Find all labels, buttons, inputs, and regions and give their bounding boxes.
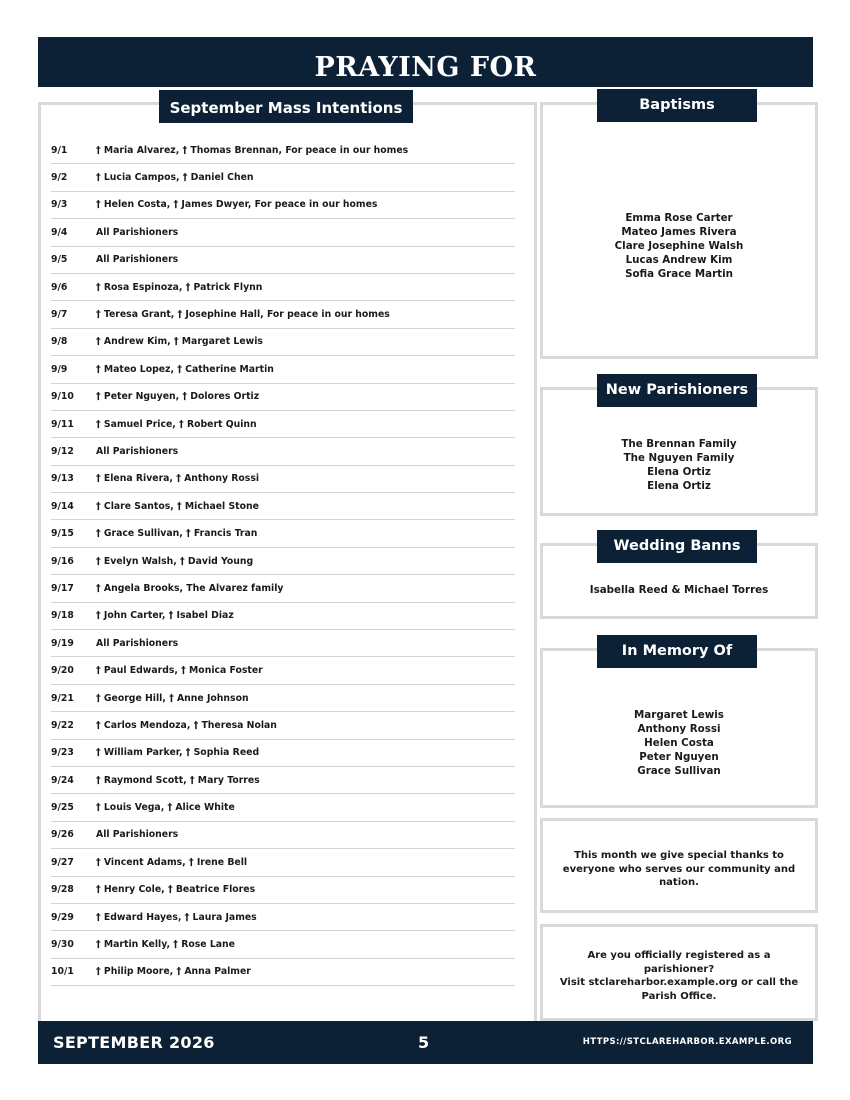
mass-date: 9/11 — [51, 418, 74, 430]
memorial-name: Peter Nguyen — [639, 751, 719, 763]
mass-date: 9/8 — [51, 336, 68, 348]
new-parishioners-list — [543, 437, 815, 493]
mass-intention-row — [51, 657, 515, 684]
new-parishioner-name: Elena Ortiz — [647, 480, 711, 492]
mass-date: 9/27 — [51, 856, 74, 868]
mass-date: 9/15 — [51, 528, 74, 540]
mass-intention-row — [51, 493, 515, 520]
in-memory-title: In Memory Of — [597, 635, 757, 668]
mass-intention: All Parishioners — [96, 829, 179, 841]
baptism-name: Sofia Grace Martin — [625, 268, 733, 280]
mass-date: 9/24 — [51, 774, 74, 786]
mass-intention-row — [51, 740, 515, 767]
mass-intention: † Martin Kelly, † Rose Lane — [96, 939, 235, 951]
mass-date: 9/12 — [51, 445, 74, 457]
header-banner — [38, 37, 813, 87]
wedding-banns-list — [543, 583, 815, 597]
baptism-name: Emma Rose Carter — [625, 212, 733, 224]
mass-intention-row — [51, 247, 515, 274]
mass-intention-row — [51, 384, 515, 411]
new-parishioners-title: New Parishioners — [597, 374, 757, 407]
mass-intentions-list — [51, 137, 515, 986]
mass-intention-row — [51, 164, 515, 191]
mass-intention: † George Hill, † Anne Johnson — [96, 692, 249, 704]
new-parishioner-name: The Nguyen Family — [623, 452, 735, 464]
mass-intention: † Mateo Lopez, † Catherine Martin — [96, 363, 274, 375]
baptisms-title: Baptisms — [597, 89, 757, 122]
mass-date: 9/10 — [51, 391, 74, 403]
baptism-name: Mateo James Rivera — [621, 226, 737, 238]
mass-intention: † Edward Hayes, † Laura James — [96, 911, 257, 923]
registration-instructions: Visit stclareharbor.example.org or call the Parish Office. — [559, 977, 799, 1002]
mass-intention: † Lucia Campos, † Daniel Chen — [96, 172, 254, 184]
page-number: 5 — [418, 1033, 430, 1052]
mass-intention: † John Carter, † Isabel Diaz — [96, 610, 234, 622]
mass-intention-row — [51, 822, 515, 849]
mass-date: 9/2 — [51, 172, 68, 184]
wedding-banns-title: Wedding Banns — [597, 530, 757, 563]
page-title: PRAYING FOR — [314, 52, 537, 83]
mass-date: 9/28 — [51, 884, 74, 896]
thanks-note-panel — [540, 818, 818, 913]
baptisms-panel — [540, 102, 818, 359]
mass-intention-row — [51, 274, 515, 301]
mass-intention-row — [51, 219, 515, 246]
mass-intention: † Raymond Scott, † Mary Torres — [96, 774, 260, 786]
thanks-note-text: This month we give special thanks to everyone who serves our community and nation. — [562, 850, 796, 888]
mass-intention-row — [51, 192, 515, 219]
mass-intention-row — [51, 767, 515, 794]
mass-intention: † Carlos Mendoza, † Theresa Nolan — [96, 719, 277, 731]
mass-intention-row — [51, 520, 515, 547]
mass-intention-row — [51, 959, 515, 986]
mass-intention-row — [51, 904, 515, 931]
wedding-couple: Isabella Reed & Michael Torres — [589, 584, 769, 596]
mass-intention: † Peter Nguyen, † Dolores Ortiz — [96, 391, 260, 403]
memorial-name: Margaret Lewis — [634, 709, 724, 721]
mass-intention-row — [51, 794, 515, 821]
mass-date: 9/4 — [51, 226, 68, 238]
memorial-name: Helen Costa — [644, 737, 714, 749]
mass-date: 10/1 — [51, 966, 74, 978]
mass-intention-row — [51, 575, 515, 602]
mass-date: 9/30 — [51, 939, 74, 951]
mass-date: 9/29 — [51, 911, 74, 923]
mass-date: 9/19 — [51, 637, 74, 649]
mass-intention: All Parishioners — [96, 637, 179, 649]
registration-note — [557, 949, 801, 1003]
mass-date: 9/7 — [51, 309, 68, 321]
new-parishioner-name: Elena Ortiz — [647, 466, 711, 478]
baptisms-list — [543, 211, 815, 281]
mass-intention: † Vincent Adams, † Irene Bell — [96, 856, 248, 868]
mass-date: 9/5 — [51, 254, 68, 266]
registration-question: Are you officially registered as a parishioner? — [587, 950, 771, 975]
memorial-name: Grace Sullivan — [637, 765, 721, 777]
mass-intention-row — [51, 137, 515, 164]
website-link[interactable]: HTTPS://STCLAREHARBOR.EXAMPLE.ORG — [582, 1037, 792, 1047]
footer-month: SEPTEMBER 2026 — [53, 1033, 215, 1052]
mass-intention: † Grace Sullivan, † Francis Tran — [96, 528, 258, 540]
mass-intention: All Parishioners — [96, 445, 179, 457]
in-memory-panel — [540, 648, 818, 808]
mass-intention-row — [51, 849, 515, 876]
mass-intention-row — [51, 411, 515, 438]
mass-intentions-title: September Mass Intentions — [159, 90, 413, 123]
mass-intention: All Parishioners — [96, 254, 179, 266]
mass-intention: † Helen Costa, † James Dwyer, For peace in our homes — [96, 199, 378, 211]
mass-date: 9/13 — [51, 473, 74, 485]
mass-date: 9/20 — [51, 665, 74, 677]
mass-date: 9/17 — [51, 582, 74, 594]
mass-date: 9/26 — [51, 829, 74, 841]
mass-intention: † Evelyn Walsh, † David Young — [96, 555, 254, 567]
new-parishioner-name: The Brennan Family — [621, 438, 737, 450]
mass-intention: † Samuel Price, † Robert Quinn — [96, 418, 257, 430]
footer-bar — [38, 1021, 813, 1064]
baptism-name: Clare Josephine Walsh — [614, 240, 744, 252]
mass-intention: † Teresa Grant, † Josephine Hall, For peace in our homes — [96, 309, 390, 321]
mass-intention-row — [51, 630, 515, 657]
mass-intention-row — [51, 685, 515, 712]
mass-date: 9/16 — [51, 555, 74, 567]
mass-date: 9/25 — [51, 802, 74, 814]
mass-date: 9/18 — [51, 610, 74, 622]
mass-intention-row — [51, 329, 515, 356]
baptism-name: Lucas Andrew Kim — [625, 254, 733, 266]
mass-intention-row — [51, 877, 515, 904]
mass-date: 9/9 — [51, 363, 68, 375]
mass-intention-row — [51, 712, 515, 739]
mass-intention: † Paul Edwards, † Monica Foster — [96, 665, 263, 677]
mass-date: 9/3 — [51, 199, 68, 211]
mass-intention: † Philip Moore, † Anna Palmer — [96, 966, 251, 978]
mass-date: 9/22 — [51, 719, 74, 731]
mass-intention-row — [51, 356, 515, 383]
mass-intention: † Clare Santos, † Michael Stone — [96, 500, 259, 512]
mass-intention-row — [51, 438, 515, 465]
registration-note-panel — [540, 924, 818, 1021]
mass-intention-row — [51, 603, 515, 630]
mass-intention-row — [51, 466, 515, 493]
mass-intention: † Andrew Kim, † Margaret Lewis — [96, 336, 263, 348]
mass-intention: † Henry Cole, † Beatrice Flores — [96, 884, 256, 896]
mass-date: 9/23 — [51, 747, 74, 759]
mass-intention-row — [51, 301, 515, 328]
mass-intention: † Louis Vega, † Alice White — [96, 802, 235, 814]
mass-intention: † William Parker, † Sophia Reed — [96, 747, 260, 759]
mass-date: 9/14 — [51, 500, 74, 512]
in-memory-list — [543, 708, 815, 778]
mass-intention: † Elena Rivera, † Anthony Rossi — [96, 473, 260, 485]
mass-date: 9/21 — [51, 692, 74, 704]
mass-intention: † Maria Alvarez, † Thomas Brennan, For peace in our homes — [96, 144, 409, 156]
memorial-name: Anthony Rossi — [637, 723, 721, 735]
mass-intention: All Parishioners — [96, 226, 179, 238]
mass-intention-row — [51, 931, 515, 958]
mass-intention: † Rosa Espinoza, † Patrick Flynn — [96, 281, 263, 293]
mass-intention-row — [51, 548, 515, 575]
mass-intention: † Angela Brooks, The Alvarez family — [96, 582, 284, 594]
mass-date: 9/6 — [51, 281, 68, 293]
mass-date: 9/1 — [51, 144, 68, 156]
